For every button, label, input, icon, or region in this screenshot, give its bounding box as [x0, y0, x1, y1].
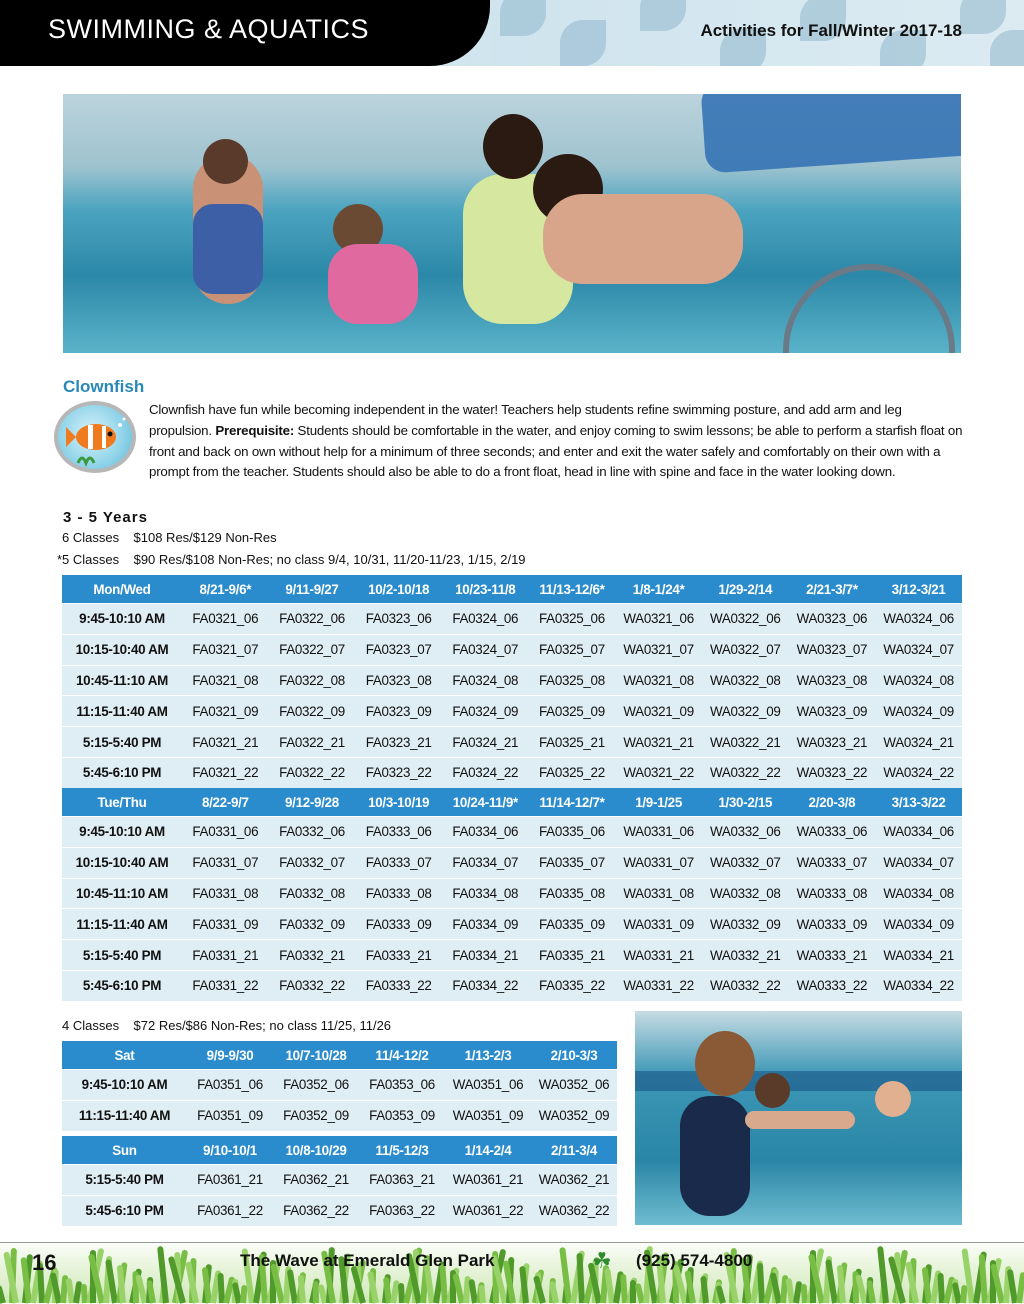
course-code-cell: WA0321_22: [615, 757, 702, 788]
course-code-cell: FA0331_09: [182, 909, 269, 940]
course-code-cell: FA0362_22: [273, 1195, 359, 1226]
course-code-cell: WA0321_07: [615, 634, 702, 665]
course-code-cell: WA0361_22: [445, 1195, 531, 1226]
course-code-cell: FA0322_21: [269, 727, 356, 758]
table-row: [62, 1165, 617, 1196]
course-code-cell: FA0323_06: [355, 604, 442, 635]
course-code-cell: FA0333_07: [355, 847, 442, 878]
date-range-cell: 2/20-3/8: [789, 788, 876, 817]
schedule-table-sat: [62, 1041, 617, 1132]
shamrock-icon: ☘: [592, 1248, 612, 1273]
prerequisite-text: Students should be comfortable in the water, and enjoy coming to swim lessons; be able to perform a starfish float on front and back on own without help for a minimum of three seconds; and enter and exit the water safely and comfortably on their own with a prompt from the teacher. Students should also be able to do a front float, head in line with spine and face in the water looking down.: [149, 422, 963, 480]
course-code-cell: WA0322_06: [702, 604, 789, 635]
course-code-cell: WA0322_07: [702, 634, 789, 665]
course-code-cell: FA0324_22: [442, 757, 529, 788]
course-code-cell: FA0332_07: [269, 847, 356, 878]
table-row: [62, 1070, 617, 1101]
date-range-cell: 11/4-12/2: [359, 1041, 445, 1070]
course-code-cell: WA0332_21: [702, 940, 789, 971]
course-code-cell: FA0324_08: [442, 665, 529, 696]
day-header-cell: Tue/Thu: [62, 788, 182, 817]
date-range-cell: 1/14-2/4: [445, 1136, 531, 1165]
course-code-cell: FA0331_08: [182, 878, 269, 909]
course-code-cell: WA0351_06: [445, 1070, 531, 1101]
date-range-cell: 9/10-10/1: [187, 1136, 273, 1165]
course-code-cell: WA0332_09: [702, 909, 789, 940]
course-code-cell: WA0323_08: [789, 665, 876, 696]
course-code-cell: WA0334_09: [875, 909, 962, 940]
date-range-cell: 10/23-11/8: [442, 575, 529, 604]
course-code-cell: WA0332_08: [702, 878, 789, 909]
course-code-cell: FA0335_22: [529, 970, 616, 1001]
course-code-cell: FA0362_21: [273, 1165, 359, 1196]
table-row: [62, 878, 962, 909]
time-cell: 5:15-5:40 PM: [62, 940, 182, 971]
course-code-cell: FA0321_07: [182, 634, 269, 665]
time-cell: 11:15-11:40 AM: [62, 696, 182, 727]
table-row: [62, 665, 962, 696]
course-code-cell: WA0323_06: [789, 604, 876, 635]
age-range: 3 - 5 Years: [63, 509, 148, 526]
course-code-cell: FA0335_09: [529, 909, 616, 940]
date-range-cell: 10/8-10/29: [273, 1136, 359, 1165]
date-range-cell: 10/3-10/19: [355, 788, 442, 817]
course-code-cell: FA0323_22: [355, 757, 442, 788]
course-code-cell: WA0333_09: [789, 909, 876, 940]
page-footer: [0, 1238, 1024, 1303]
course-code-cell: FA0323_07: [355, 634, 442, 665]
course-code-cell: FA0322_07: [269, 634, 356, 665]
course-code-cell: FA0325_09: [529, 696, 616, 727]
course-code-cell: FA0333_21: [355, 940, 442, 971]
course-code-cell: WA0333_22: [789, 970, 876, 1001]
course-code-cell: FA0323_09: [355, 696, 442, 727]
time-cell: 5:45-6:10 PM: [62, 1195, 187, 1226]
course-code-cell: WA0334_08: [875, 878, 962, 909]
day-header-cell: Sat: [62, 1041, 187, 1070]
section-title: Clownfish: [63, 377, 145, 396]
date-range-cell: 9/12-9/28: [269, 788, 356, 817]
date-range-cell: 1/8-1/24*: [615, 575, 702, 604]
table-row: [62, 696, 962, 727]
course-code-cell: WA0331_08: [615, 878, 702, 909]
course-code-cell: WA0331_09: [615, 909, 702, 940]
schedule-table-tue-thu: [62, 788, 962, 1002]
grass-blade: [1016, 1272, 1024, 1304]
course-code-cell: WA0323_22: [789, 757, 876, 788]
course-code-cell: FA0322_22: [269, 757, 356, 788]
course-code-cell: FA0331_07: [182, 847, 269, 878]
time-cell: 9:45-10:10 AM: [62, 817, 182, 848]
course-code-cell: WA0331_07: [615, 847, 702, 878]
date-range-cell: 11/5-12/3: [359, 1136, 445, 1165]
course-code-cell: FA0331_06: [182, 817, 269, 848]
grass-blade: [0, 1285, 6, 1304]
date-range-cell: 1/13-2/3: [445, 1041, 531, 1070]
course-code-cell: WA0323_07: [789, 634, 876, 665]
date-range-cell: 9/9-9/30: [187, 1041, 273, 1070]
date-range-cell: 1/29-2/14: [702, 575, 789, 604]
course-code-cell: FA0361_21: [187, 1165, 273, 1196]
course-code-cell: FA0323_08: [355, 665, 442, 696]
course-code-cell: WA0324_09: [875, 696, 962, 727]
time-cell: 5:15-5:40 PM: [62, 1165, 187, 1196]
schedule-table-sun: [62, 1136, 617, 1227]
date-range-cell: 1/9-1/25: [615, 788, 702, 817]
course-code-cell: FA0321_06: [182, 604, 269, 635]
date-range-cell: 2/10-3/3: [531, 1041, 617, 1070]
page-header: [0, 0, 1024, 66]
course-code-cell: FA0325_21: [529, 727, 616, 758]
course-code-cell: FA0334_06: [442, 817, 529, 848]
course-code-cell: FA0333_08: [355, 878, 442, 909]
page-number: 16: [32, 1250, 57, 1275]
course-code-cell: WA0324_22: [875, 757, 962, 788]
time-cell: 10:45-11:10 AM: [62, 878, 182, 909]
course-code-cell: WA0362_22: [531, 1195, 617, 1226]
clownfish-icon: [54, 401, 136, 473]
course-code-cell: FA0321_21: [182, 727, 269, 758]
time-cell: 5:15-5:40 PM: [62, 727, 182, 758]
table-row: [62, 1100, 617, 1131]
date-range-cell: 8/21-9/6*: [182, 575, 269, 604]
course-code-cell: FA0353_09: [359, 1100, 445, 1131]
swim-lesson-photo: [63, 94, 961, 353]
course-code-cell: FA0325_07: [529, 634, 616, 665]
table-row: [62, 847, 962, 878]
course-code-cell: WA0352_06: [531, 1070, 617, 1101]
table-header-row: [62, 1136, 617, 1165]
grass-blade: [905, 1261, 919, 1303]
course-code-cell: FA0324_09: [442, 696, 529, 727]
time-cell: 11:15-11:40 AM: [62, 909, 182, 940]
table-header-row: [62, 1041, 617, 1070]
date-range-cell: 3/12-3/21: [875, 575, 962, 604]
course-code-cell: WA0323_09: [789, 696, 876, 727]
course-code-cell: WA0323_21: [789, 727, 876, 758]
table-header-row: [62, 575, 962, 604]
date-range-cell: 9/11-9/27: [269, 575, 356, 604]
course-code-cell: FA0322_06: [269, 604, 356, 635]
course-code-cell: FA0325_08: [529, 665, 616, 696]
instructor-photo: [635, 1011, 962, 1225]
course-code-cell: WA0352_09: [531, 1100, 617, 1131]
table-row: [62, 909, 962, 940]
course-code-cell: FA0331_22: [182, 970, 269, 1001]
grass-blade: [157, 1246, 169, 1303]
date-range-cell: 10/7-10/28: [273, 1041, 359, 1070]
course-code-cell: WA0333_08: [789, 878, 876, 909]
course-code-cell: WA0362_21: [531, 1165, 617, 1196]
course-code-cell: WA0361_21: [445, 1165, 531, 1196]
course-code-cell: FA0324_21: [442, 727, 529, 758]
course-code-cell: FA0334_21: [442, 940, 529, 971]
table-row: [62, 817, 962, 848]
course-code-cell: WA0334_22: [875, 970, 962, 1001]
course-code-cell: WA0332_22: [702, 970, 789, 1001]
course-code-cell: FA0333_06: [355, 817, 442, 848]
day-header-cell: Sun: [62, 1136, 187, 1165]
course-code-cell: FA0321_08: [182, 665, 269, 696]
course-code-cell: WA0324_06: [875, 604, 962, 635]
table-header-row: [62, 788, 962, 817]
course-code-cell: FA0334_09: [442, 909, 529, 940]
table-row: [62, 727, 962, 758]
time-cell: 5:45-6:10 PM: [62, 757, 182, 788]
course-code-cell: WA0331_21: [615, 940, 702, 971]
course-code-cell: FA0353_06: [359, 1070, 445, 1101]
course-code-cell: FA0322_08: [269, 665, 356, 696]
course-code-cell: WA0334_06: [875, 817, 962, 848]
course-code-cell: FA0332_09: [269, 909, 356, 940]
course-code-cell: FA0333_09: [355, 909, 442, 940]
time-cell: 5:45-6:10 PM: [62, 970, 182, 1001]
course-code-cell: FA0352_09: [273, 1100, 359, 1131]
date-range-cell: 3/13-3/22: [875, 788, 962, 817]
course-code-cell: WA0331_06: [615, 817, 702, 848]
time-cell: 9:45-10:10 AM: [62, 604, 182, 635]
course-code-cell: WA0332_07: [702, 847, 789, 878]
course-code-cell: FA0323_21: [355, 727, 442, 758]
course-code-cell: WA0322_21: [702, 727, 789, 758]
venue-phone: (925) 574-4800: [636, 1251, 753, 1270]
course-code-cell: WA0322_22: [702, 757, 789, 788]
venue-name: The Wave at Emerald Glen Park: [240, 1251, 495, 1270]
time-cell: 9:45-10:10 AM: [62, 1070, 187, 1101]
course-code-cell: FA0335_06: [529, 817, 616, 848]
course-code-cell: FA0351_06: [187, 1070, 273, 1101]
table-row: [62, 970, 962, 1001]
course-code-cell: FA0363_22: [359, 1195, 445, 1226]
date-range-cell: 2/11-3/4: [531, 1136, 617, 1165]
grass-blade: [559, 1247, 572, 1303]
time-cell: 10:15-10:40 AM: [62, 847, 182, 878]
course-code-cell: FA0352_06: [273, 1070, 359, 1101]
course-code-cell: FA0333_22: [355, 970, 442, 1001]
course-code-cell: FA0324_07: [442, 634, 529, 665]
course-code-cell: FA0351_09: [187, 1100, 273, 1131]
section-description: [149, 400, 964, 483]
time-cell: 10:45-11:10 AM: [62, 665, 182, 696]
course-code-cell: FA0332_06: [269, 817, 356, 848]
table-row: [62, 604, 962, 635]
description-text: Clownfish have fun while becoming independent in the water! Teachers help students refine swimming posture, and add arm and leg propulsion.: [149, 402, 902, 438]
date-range-cell: 8/22-9/7: [182, 788, 269, 817]
course-code-cell: FA0335_08: [529, 878, 616, 909]
course-code-cell: FA0321_09: [182, 696, 269, 727]
course-code-cell: FA0335_07: [529, 847, 616, 878]
schedule-table-mon-wed: [62, 575, 962, 789]
course-code-cell: FA0334_22: [442, 970, 529, 1001]
course-code-cell: WA0351_09: [445, 1100, 531, 1131]
course-code-cell: WA0322_09: [702, 696, 789, 727]
course-code-cell: WA0331_22: [615, 970, 702, 1001]
table-row: [62, 940, 962, 971]
course-code-cell: WA0324_08: [875, 665, 962, 696]
course-code-cell: FA0332_22: [269, 970, 356, 1001]
date-range-cell: 10/2-10/18: [355, 575, 442, 604]
date-range-cell: 11/13-12/6*: [529, 575, 616, 604]
page-title: SWIMMING & AQUATICS: [48, 14, 370, 44]
course-code-cell: FA0361_22: [187, 1195, 273, 1226]
course-code-cell: WA0324_07: [875, 634, 962, 665]
table-row: [62, 757, 962, 788]
course-code-cell: WA0321_09: [615, 696, 702, 727]
grass-blade: [185, 1261, 199, 1303]
course-code-cell: WA0333_21: [789, 940, 876, 971]
price-4-classes: 4 Classes $72 Res/$86 Non-Res; no class 11/25, 11/26: [62, 1018, 392, 1033]
table-row: [62, 634, 962, 665]
date-range-cell: 1/30-2/15: [702, 788, 789, 817]
course-code-cell: FA0325_22: [529, 757, 616, 788]
course-code-cell: WA0334_21: [875, 940, 962, 971]
course-code-cell: WA0332_06: [702, 817, 789, 848]
date-range-cell: 11/14-12/7*: [529, 788, 616, 817]
course-code-cell: WA0321_06: [615, 604, 702, 635]
course-code-cell: WA0321_08: [615, 665, 702, 696]
time-cell: 10:15-10:40 AM: [62, 634, 182, 665]
course-code-cell: FA0321_22: [182, 757, 269, 788]
price-5-classes: *5 Classes $90 Res/$108 Non-Res; no class 9/4, 10/31, 11/20-11/23, 1/15, 2/19: [57, 552, 526, 567]
course-code-cell: WA0321_21: [615, 727, 702, 758]
course-code-cell: FA0334_08: [442, 878, 529, 909]
time-cell: 11:15-11:40 AM: [62, 1100, 187, 1131]
course-code-cell: WA0333_06: [789, 817, 876, 848]
table-row: [62, 1195, 617, 1226]
course-code-cell: WA0333_07: [789, 847, 876, 878]
course-code-cell: WA0322_08: [702, 665, 789, 696]
course-code-cell: FA0325_06: [529, 604, 616, 635]
course-code-cell: FA0332_08: [269, 878, 356, 909]
page-subtitle: Activities for Fall/Winter 2017-18: [700, 21, 962, 40]
course-code-cell: FA0334_07: [442, 847, 529, 878]
course-code-cell: FA0324_06: [442, 604, 529, 635]
grass-blade: [478, 1285, 486, 1303]
course-code-cell: FA0363_21: [359, 1165, 445, 1196]
day-header-cell: Mon/Wed: [62, 575, 182, 604]
course-code-cell: FA0322_09: [269, 696, 356, 727]
course-code-cell: FA0332_21: [269, 940, 356, 971]
price-6-classes: 6 Classes $108 Res/$129 Non-Res: [62, 530, 277, 545]
course-code-cell: FA0331_21: [182, 940, 269, 971]
course-code-cell: FA0335_21: [529, 940, 616, 971]
date-range-cell: 2/21-3/7*: [789, 575, 876, 604]
course-code-cell: WA0334_07: [875, 847, 962, 878]
course-code-cell: WA0324_21: [875, 727, 962, 758]
prerequisite-label: Prerequisite:: [215, 422, 295, 438]
grass-blade: [877, 1246, 889, 1303]
date-range-cell: 10/24-11/9*: [442, 788, 529, 817]
